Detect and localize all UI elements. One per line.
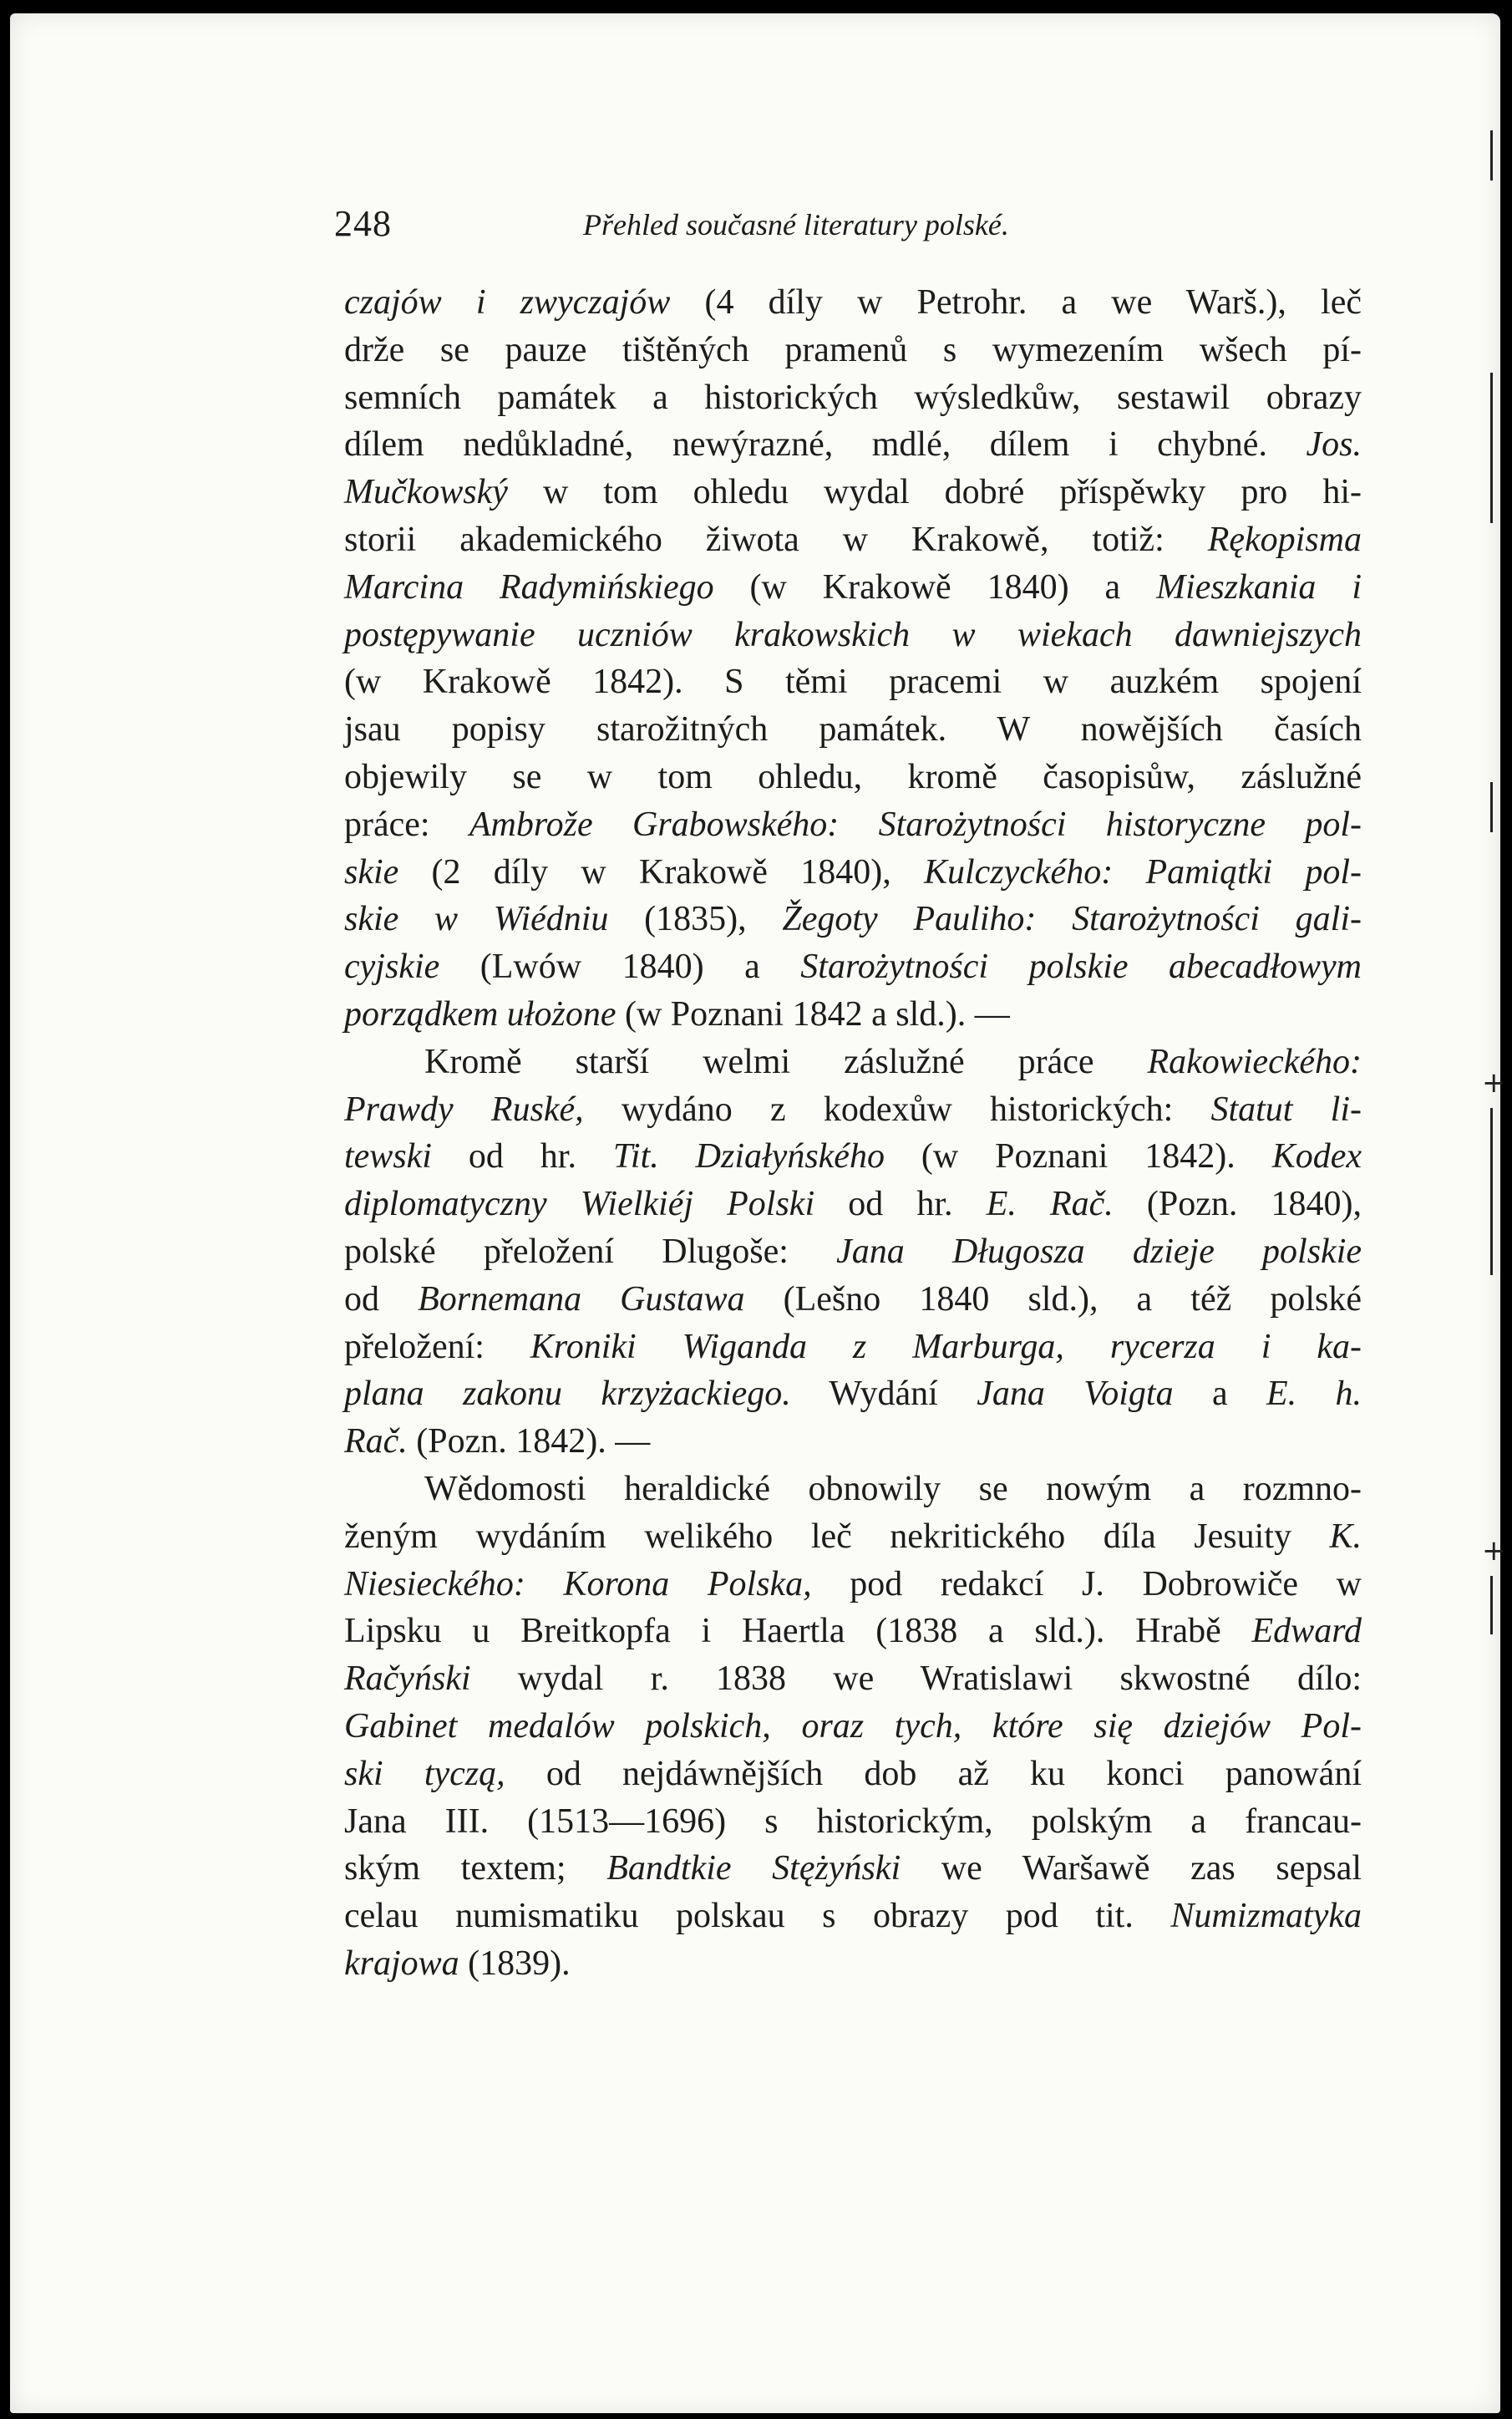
- margin-mark: [1490, 1576, 1493, 1634]
- text-line: [344, 1276, 1362, 1324]
- italic-text-segment: E. Rač.: [986, 1185, 1114, 1224]
- text-segment: objewily se w tom ohledu, kromě časopisůw, záslužné: [344, 757, 1362, 796]
- page-number: 248: [334, 203, 392, 244]
- italic-text-segment: Račyński: [344, 1659, 471, 1699]
- text-line: [344, 706, 1362, 754]
- text-segment: dílem nedůkladné, newýrazné, mdlé, dílem i chybné.: [344, 425, 1307, 465]
- text-segment: (Pozn. 1840),: [1113, 1185, 1362, 1224]
- text-segment: Wydání: [790, 1375, 977, 1414]
- text-segment: přeložení:: [344, 1327, 530, 1366]
- margin-mark: [1490, 373, 1493, 523]
- text-segment: (w Krakowě 1842). S těmi pracemi w auzkém spojení: [344, 663, 1362, 702]
- italic-text-segment: Ambrože Grabowského: Starożytności historyczne pol-: [469, 805, 1362, 844]
- margin-mark: [1490, 782, 1493, 832]
- italic-text-segment: Žegoty Pauliho: Starożytności gali-: [782, 900, 1362, 939]
- text-line: [344, 1751, 1362, 1798]
- text-line: [344, 1039, 1362, 1086]
- text-line: [344, 421, 1362, 469]
- text-line: [344, 1561, 1362, 1608]
- italic-text-segment: postępywanie uczniów krakowskich w wiekach dawniejszych: [344, 615, 1362, 654]
- text-segment: Jana III. (1513—1696) s historickým, polským a francau-: [344, 1802, 1362, 1841]
- italic-text-segment: K.: [1329, 1517, 1362, 1556]
- text-segment: (1839).: [459, 1944, 571, 1983]
- text-line: [344, 1893, 1362, 1940]
- italic-text-segment: cyjskie: [344, 948, 440, 987]
- text-segment: od hr.: [431, 1137, 613, 1176]
- text-segment: jsau popisy starožitných památek. W nowějších časích: [344, 710, 1362, 750]
- italic-text-segment: skie: [344, 852, 399, 892]
- italic-text-segment: Kroniki Wiganda z Marburga, rycerza i ka-: [530, 1327, 1362, 1366]
- italic-text-segment: Jos.: [1306, 425, 1362, 465]
- text-line: [344, 1655, 1362, 1703]
- italic-text-segment: Bornemana Gustawa: [418, 1279, 745, 1319]
- text-line: [344, 1513, 1362, 1561]
- italic-text-segment: Rękopisma: [1207, 520, 1362, 559]
- italic-text-segment: Jana Długosza dzieje polskie: [836, 1232, 1362, 1271]
- text-line: [344, 1845, 1362, 1893]
- text-line: [344, 1181, 1362, 1228]
- text-segment: (1835),: [608, 900, 783, 939]
- text-segment: od: [344, 1279, 419, 1319]
- text-segment: Wědomosti heraldické obnowily se nowým a rozmno-: [424, 1469, 1362, 1508]
- text-segment: drže se pauze tištěných pramenů s wymezením wšech pí-: [344, 330, 1362, 369]
- text-segment: (Lešno 1840 sld.), a též polské: [744, 1279, 1362, 1319]
- text-line: [344, 658, 1362, 706]
- italic-text-segment: Marcina Radymińskiego: [344, 567, 714, 607]
- text-line: [344, 1608, 1362, 1655]
- text-line: [344, 374, 1362, 422]
- text-line: [344, 943, 1362, 991]
- text-segment: Lipsku u Breitkopfa i Haertla (1838 a sld.). Hrabě: [344, 1612, 1252, 1651]
- text-segment: (Lwów 1840) a: [439, 948, 801, 987]
- text-segment: wydal r. 1838 we Wratislawi skwostné dílo:: [470, 1659, 1362, 1699]
- text-line: [344, 1324, 1362, 1371]
- margin-cross-mark: +: [1482, 1066, 1506, 1100]
- text-segment: (w Krakowě 1840) a: [713, 567, 1157, 607]
- italic-text-segment: Mučkowský: [344, 473, 508, 512]
- italic-text-segment: Edward: [1251, 1612, 1362, 1651]
- margin-mark: [1490, 1108, 1493, 1275]
- text-line: [344, 896, 1362, 943]
- italic-text-segment: Tit. Działyńského: [612, 1137, 885, 1176]
- text-segment: pod redakcí J. Dobrowiče w: [811, 1564, 1362, 1603]
- text-line: [344, 1940, 1362, 1988]
- text-line: [344, 564, 1362, 612]
- italic-text-segment: tewski: [344, 1137, 432, 1176]
- text-segment: wydáno z kodexůw historických:: [583, 1090, 1211, 1129]
- margin-scan-marks: [1480, 97, 1505, 1685]
- text-segment: polské přeložení Dlugoše:: [344, 1232, 837, 1271]
- italic-text-segment: Statut li-: [1210, 1090, 1362, 1129]
- text-line: [344, 1798, 1362, 1846]
- text-segment: (w Poznani 1842).: [884, 1137, 1272, 1176]
- text-line: [344, 801, 1362, 849]
- text-segment: we Waršawě zas sepsal: [901, 1849, 1362, 1888]
- text-line: [344, 991, 1362, 1039]
- italic-text-segment: czajów i zwyczajów: [344, 283, 671, 322]
- body-text: [344, 279, 1362, 1988]
- italic-text-segment: Gabinet medalów polskich, oraz tych, które się dziejów Pol-: [344, 1706, 1362, 1746]
- italic-text-segment: Jana Voigta: [977, 1375, 1174, 1414]
- text-line: [344, 469, 1362, 516]
- italic-text-segment: Niesieckého: Korona Polska,: [344, 1564, 812, 1603]
- italic-text-segment: Starożytności polskie abecadłowym: [800, 948, 1362, 987]
- text-line: [344, 1370, 1362, 1418]
- text-segment: (w Poznani 1842 a sld.). —: [616, 994, 1010, 1034]
- italic-text-segment: krajowa: [344, 1944, 459, 1983]
- italic-text-segment: ski tyczą,: [344, 1754, 505, 1793]
- text-line: [344, 327, 1362, 374]
- italic-text-segment: Mieszkania i: [1156, 567, 1362, 607]
- italic-text-segment: skie w Wiédniu: [344, 900, 609, 939]
- italic-text-segment: diplomatyczny Wielkiéj Polski: [344, 1185, 815, 1224]
- text-line: [344, 1133, 1362, 1181]
- text-line: [344, 1466, 1362, 1513]
- text-segment: celau numismatiku polskau s obrazy pod tit.: [344, 1897, 1171, 1936]
- italic-text-segment: Kulczyckého: Pamiątki pol-: [923, 852, 1362, 892]
- italic-text-segment: E. h.: [1266, 1375, 1362, 1414]
- text-segment: ženým wydáním welikého leč nekritického díla Jesuity: [344, 1517, 1330, 1556]
- italic-text-segment: Kodex: [1271, 1137, 1362, 1176]
- text-line: [344, 1703, 1362, 1751]
- text-segment: storii akademického žiwota w Krakowě, totiž:: [344, 520, 1208, 559]
- text-segment: (2 díly w Krakowě 1840),: [398, 852, 924, 892]
- italic-text-segment: Numizmatyka: [1170, 1897, 1362, 1936]
- text-line: [344, 1086, 1362, 1134]
- text-line: [344, 516, 1362, 564]
- text-segment: práce:: [344, 805, 469, 844]
- text-segment: ským textem;: [344, 1849, 607, 1888]
- text-segment: Kromě starší welmi záslužné práce: [424, 1042, 1148, 1081]
- italic-text-segment: Rač.: [344, 1422, 408, 1461]
- page-header: [334, 202, 1362, 261]
- text-line: [344, 754, 1362, 801]
- text-segment: w tom ohledu wydal dobré příspěwky pro hi-: [507, 473, 1362, 512]
- text-line: [344, 1228, 1362, 1276]
- text-segment: (4 díly w Petrohr. a we Warš.), leč: [670, 283, 1362, 322]
- text-segment: semních památek a historických wýsledkůw, sestawil obrazy: [344, 378, 1362, 417]
- italic-text-segment: plana zakonu krzyżackiego.: [344, 1375, 791, 1414]
- text-line: [344, 279, 1362, 327]
- italic-text-segment: Rakowieckého:: [1147, 1042, 1362, 1081]
- text-segment: od nejdáwnějších dob až ku konci panowání: [505, 1754, 1362, 1793]
- margin-mark: [1490, 130, 1493, 180]
- text-line: [344, 1418, 1362, 1466]
- text-segment: (Pozn. 1842). —: [407, 1422, 651, 1461]
- italic-text-segment: Bandtkie Stężyński: [606, 1849, 901, 1888]
- margin-cross-mark: +: [1482, 1534, 1506, 1568]
- text-line: [344, 849, 1362, 897]
- text-segment: od hr.: [814, 1185, 987, 1224]
- italic-text-segment: Prawdy Ruské,: [344, 1090, 584, 1129]
- book-page: [10, 13, 1506, 2413]
- text-line: [344, 612, 1362, 659]
- text-segment: a: [1173, 1375, 1266, 1414]
- running-title: Přehled současné literatury polské.: [583, 208, 1009, 241]
- italic-text-segment: porządkem ułożone: [344, 994, 616, 1034]
